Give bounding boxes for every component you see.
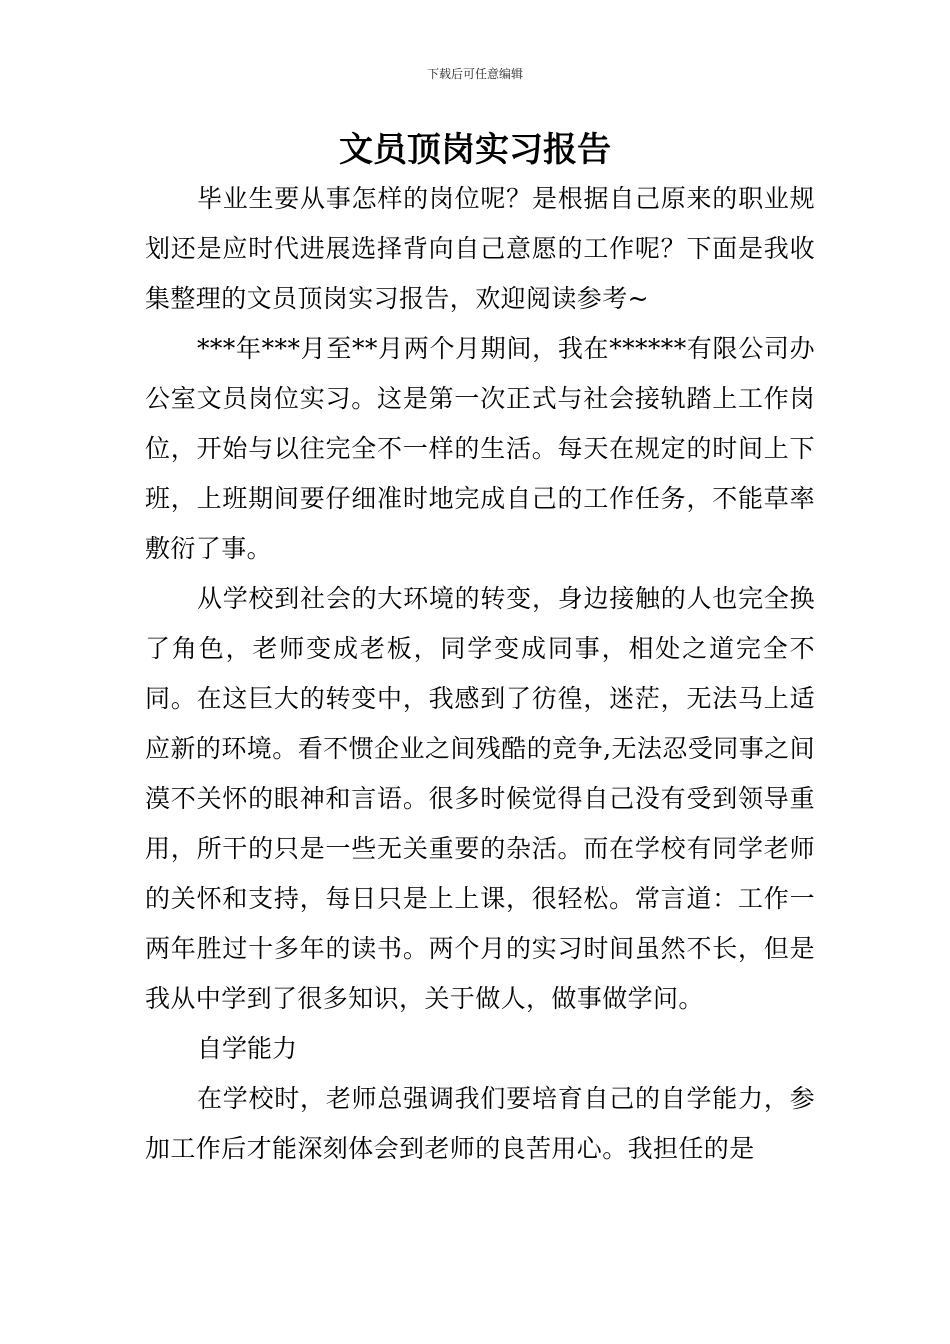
- paragraph-intro: 毕业生要从事怎样的岗位呢？是根据自己原来的职业规划还是应时代进展选择背向自己意愿的工作呢？下面是我收集整理的文员顶岗实习报告，欢迎阅读参考~: [145, 184, 815, 313]
- paragraph-self-learning: 在学校时，老师总强调我们要培育自己的自学能力，参加工作后才能深刻体会到老师的良苦用心。我担任的是: [145, 1084, 815, 1163]
- page-header: 下载后可任意编辑: [426, 67, 523, 81]
- paragraph-environment-change: 从学校到社会的大环境的转变，身边接触的人也完全换了角色，老师变成老板，同学变成同事，相处之道完全不同。在这巨大的转变中，我感到了彷徨，迷茫，无法马上适应新的环境。看不惯企业之间残酷的竞争,无法忍受同事之间漠不关怀的眼神和言语。很多时候觉得自己没有受到领导重用，所干的只是一些无关重要的杂活。而在学校有同学老师的关怀和支持，每日只是上上课，很轻松。常言道：工作一两年胜过十多年的读书。两个月的实习时间虽然不长，但是我从中学到了很多知识，关于做人，做事做学问。: [145, 584, 815, 1013]
- document-title: 文员顶岗实习报告: [339, 130, 611, 170]
- document-body: [145, 174, 815, 1174]
- section-heading: 自学能力: [197, 1034, 298, 1063]
- paragraph-internship-period: ***年***月至**月两个月期间，我在******有限公司办公室文员岗位实习。这是第一次正式与社会接轨踏上工作岗位，开始与以往完全不一样的生活。每天在规定的时间上下班，上班期间要仔细准时地完成自己的工作任务，不能草率敷衍了事。: [145, 334, 815, 563]
